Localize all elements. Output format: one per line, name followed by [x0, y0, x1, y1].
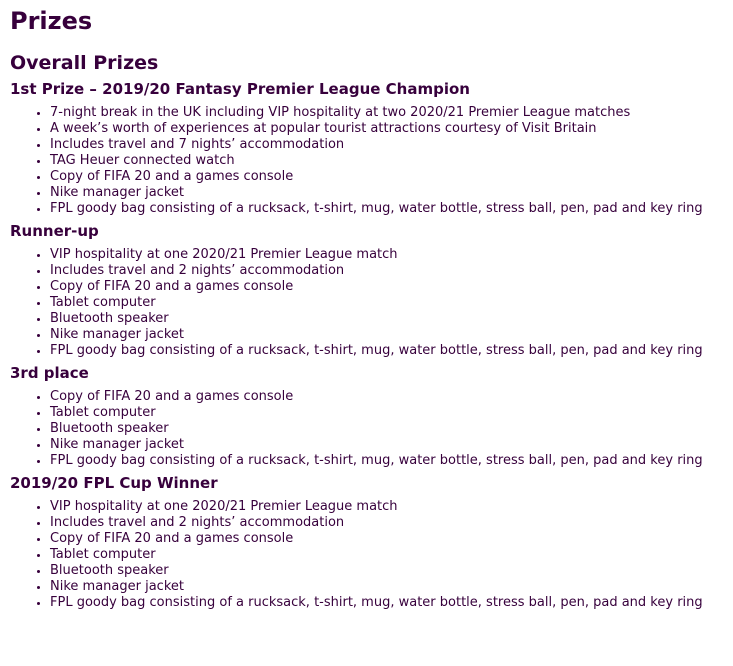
prize-group — [10, 221, 723, 359]
prize-list-item: • Copy of FIFA 20 and a games console — [50, 169, 723, 185]
prize-list-item: • Copy of FIFA 20 and a games console — [50, 279, 723, 295]
prize-list-item: • TAG Heuer connected watch — [50, 153, 723, 169]
prize-group — [10, 79, 723, 217]
prize-list-item: • Copy of FIFA 20 and a games console — [50, 389, 723, 405]
prize-list-item: • VIP hospitality at one 2020/21 Premier League match — [50, 247, 723, 263]
prize-group-heading: 1st Prize – 2019/20 Fantasy Premier League Champion — [10, 80, 470, 98]
prize-list-item: • Nike manager jacket — [50, 579, 723, 595]
prize-list — [10, 105, 723, 217]
prize-groups — [10, 79, 723, 611]
prize-list-item: • Tablet computer — [50, 405, 723, 421]
prize-group-heading: Runner-up — [10, 222, 99, 240]
prize-list-item: • Bluetooth speaker — [50, 563, 723, 579]
prize-list-item: • FPL goody bag consisting of a rucksack, t-shirt, mug, water bottle, stress ball, pen, pad and key ring — [50, 201, 723, 217]
prize-group-heading: 2019/20 FPL Cup Winner — [10, 474, 218, 492]
prize-list-item: • Tablet computer — [50, 295, 723, 311]
prize-list-item: • Bluetooth speaker — [50, 311, 723, 327]
prize-list — [10, 389, 723, 469]
prize-list — [10, 499, 723, 611]
prize-list-item: • FPL goody bag consisting of a rucksack, t-shirt, mug, water bottle, stress ball, pen, pad and key ring — [50, 343, 723, 359]
prize-list-item: • Includes travel and 2 nights’ accommodation — [50, 515, 723, 531]
prize-group — [10, 363, 723, 469]
section-title: Overall Prizes — [10, 52, 159, 74]
prize-list-item: • Nike manager jacket — [50, 327, 723, 343]
prize-list-item: • Tablet computer — [50, 547, 723, 563]
prize-list — [10, 247, 723, 359]
prize-list-item: • FPL goody bag consisting of a rucksack, t-shirt, mug, water bottle, stress ball, pen, pad and key ring — [50, 595, 723, 611]
prize-list-item: • Bluetooth speaker — [50, 421, 723, 437]
prize-list-item: • FPL goody bag consisting of a rucksack, t-shirt, mug, water bottle, stress ball, pen, pad and key ring — [50, 453, 723, 469]
prize-list-item: • Copy of FIFA 20 and a games console — [50, 531, 723, 547]
prize-list-item: • Includes travel and 7 nights’ accommodation — [50, 137, 723, 153]
prize-group-heading: 3rd place — [10, 364, 89, 382]
page-title: Prizes — [10, 7, 93, 35]
prize-list-item: • 7-night break in the UK including VIP hospitality at two 2020/21 Premier League matches — [50, 105, 723, 121]
prize-list-item: • A week’s worth of experiences at popular tourist attractions courtesy of Visit Britain — [50, 121, 723, 137]
prize-list-item: • Nike manager jacket — [50, 185, 723, 201]
prize-list-item: • Nike manager jacket — [50, 437, 723, 453]
prize-list-item: • VIP hospitality at one 2020/21 Premier League match — [50, 499, 723, 515]
prize-group — [10, 473, 723, 611]
prize-list-item: • Includes travel and 2 nights’ accommodation — [50, 263, 723, 279]
